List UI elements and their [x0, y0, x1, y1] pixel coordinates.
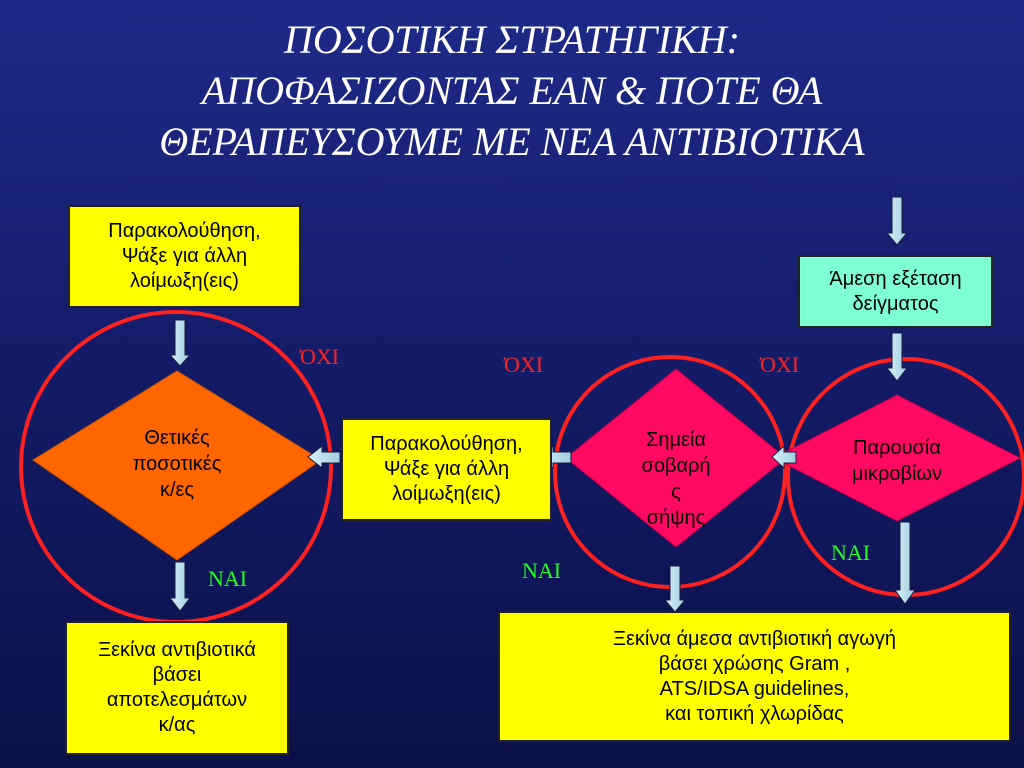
- box-line: κ/ας: [158, 714, 196, 736]
- box-line: Ψάξε για άλλη: [121, 245, 248, 267]
- microbes-present-label: [822, 435, 972, 487]
- arrow-top-entry: [887, 197, 907, 245]
- severe-sepsis-label: [616, 427, 736, 531]
- box-line: λοίμωξη(εις): [130, 270, 239, 292]
- box-line: Παρακολούθηση,: [108, 220, 261, 242]
- yes-label-right: ΝΑΙ: [831, 540, 871, 565]
- arrow-microbes-to-start: [895, 522, 915, 604]
- box-line: λοίμωξη(εις): [392, 483, 501, 505]
- start-by-results-box: [65, 621, 289, 755]
- no-label-right: ΌΧΙ: [760, 352, 800, 377]
- start-immediately-box: [498, 611, 1011, 742]
- box-line: Ξεκίνα άμεσα αντιβιοτική αγωγή: [613, 627, 896, 650]
- positive-cultures-label: [97, 425, 257, 503]
- decision-line: μικροβίων: [851, 463, 943, 485]
- decision-line: Θετικές: [144, 427, 210, 449]
- title-line: ΑΠΟΦΑΣΙΖΟΝΤΑΣ ΕΑΝ & ΠΟΤΕ ΘΑ: [201, 68, 823, 113]
- arrow-monitor-to-decision: [170, 320, 190, 366]
- decision-line: σήψης: [646, 507, 706, 529]
- immediate-sample-box: [798, 255, 993, 328]
- title-line: ΘΕΡΑΠΕΥΣΟΥΜΕ ΜΕ ΝΕΑ ΑΝΤΙΒΙΟΤΙΚΑ: [159, 119, 865, 164]
- decision-line: κ/ες: [159, 479, 195, 501]
- box-line: Ψάξε για άλλη: [383, 458, 510, 480]
- yes-label-middle: ΝΑΙ: [522, 558, 562, 583]
- monitor-box-top: [68, 205, 301, 308]
- arrow-decision-to-start: [170, 562, 190, 611]
- box-line: Παρακολούθηση,: [370, 433, 523, 455]
- box-line: Ξεκίνα αντιβιοτικά: [98, 639, 256, 661]
- title-line: ΠΟΣΟΤΙΚΗ ΣΤΡΑΤΗΓΙΚΗ:: [284, 17, 740, 62]
- box-line: δείγματος: [852, 292, 939, 315]
- decision-line: Σημεία: [646, 429, 706, 451]
- box-line: αποτελεσμάτων: [106, 689, 248, 711]
- box-line: βάσει: [152, 664, 202, 686]
- box-line: και τοπική χλωρίδας: [665, 702, 844, 725]
- decision-line: Παρουσία: [853, 437, 941, 459]
- arrow-sepsis-to-start: [665, 566, 685, 612]
- box-line: Άμεση εξέταση: [829, 267, 962, 290]
- box-line: βάσει χρώσης Gram ,: [658, 652, 851, 675]
- decision-line: ς: [671, 481, 681, 503]
- decision-line: σοβαρή: [641, 455, 711, 477]
- monitor-box-middle: [341, 418, 552, 521]
- box-line: ATS/IDSA guidelines,: [659, 677, 850, 700]
- decision-line: ποσοτικές: [132, 453, 222, 475]
- arrow-sample-to-microbes: [887, 333, 907, 381]
- yes-label-left: ΝΑΙ: [208, 566, 248, 591]
- no-label-middle: ΌΧΙ: [504, 352, 544, 377]
- no-label-left: ΌΧΙ: [300, 344, 340, 369]
